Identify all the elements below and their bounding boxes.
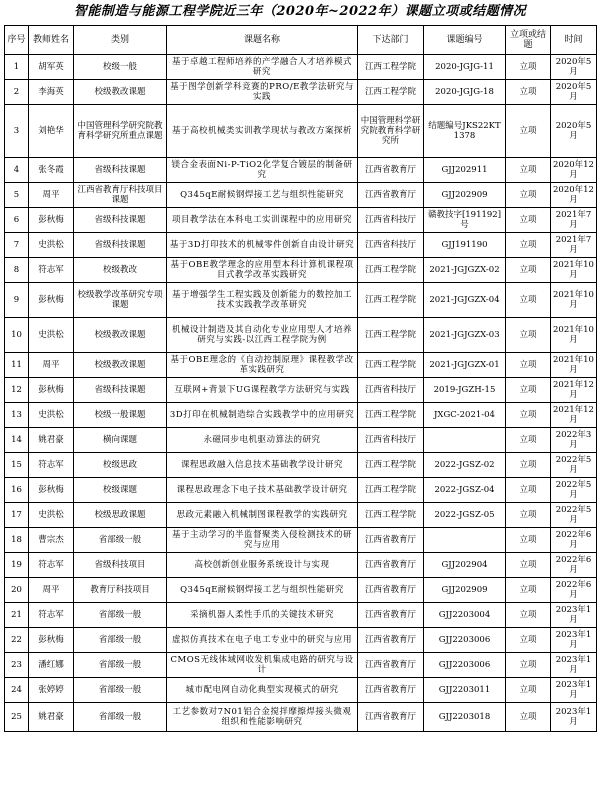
cell-department: 江西工程学院 <box>358 258 424 283</box>
cell-category: 省级科技课题 <box>74 378 167 403</box>
cell-teacher: 彭秋梅 <box>29 283 74 318</box>
cell-department: 江西工程学院 <box>358 503 424 528</box>
cell-teacher: 胡军英 <box>29 55 74 80</box>
cell-status: 立项 <box>506 283 551 318</box>
cell-category: 省部级一般 <box>74 628 167 653</box>
table-row <box>5 55 597 80</box>
cell-status: 立项 <box>506 603 551 628</box>
cell-no: 5 <box>5 183 29 208</box>
cell-time: 2022年5月 <box>551 503 597 528</box>
cell-project-name: Q345qE耐候钢焊接工艺与组织性能研究 <box>167 578 358 603</box>
cell-project-name: 课程思政理念下电子技术基础教学设计研究 <box>167 478 358 503</box>
cell-project-name: 基于高校机械类实训教学现状与教改方案探析 <box>167 105 358 158</box>
cell-teacher: 张冬霞 <box>29 158 74 183</box>
cell-status: 立项 <box>506 55 551 80</box>
cell-no: 9 <box>5 283 29 318</box>
cell-no: 1 <box>5 55 29 80</box>
cell-status: 立项 <box>506 653 551 678</box>
cell-department: 江西省教育厅 <box>358 578 424 603</box>
cell-project-code: JXGC-2021-04 <box>424 403 506 428</box>
cell-project-name: 城市配电网自动化典型实现模式的研究 <box>167 678 358 703</box>
cell-teacher: 史洪松 <box>29 318 74 353</box>
cell-project-code: 2021-JGJGZX-04 <box>424 283 506 318</box>
table-row <box>5 678 597 703</box>
cell-teacher: 李海英 <box>29 80 74 105</box>
cell-category: 省部级一般 <box>74 678 167 703</box>
cell-status: 立项 <box>506 208 551 233</box>
cell-teacher: 彭秋梅 <box>29 478 74 503</box>
cell-teacher: 史洪松 <box>29 233 74 258</box>
cell-department: 江西省教育厅 <box>358 528 424 553</box>
cell-time: 2020年12月 <box>551 158 597 183</box>
cell-category: 校级思政课题 <box>74 503 167 528</box>
cell-no: 3 <box>5 105 29 158</box>
cell-department: 江西工程学院 <box>358 453 424 478</box>
cell-category: 省级科技课题 <box>74 158 167 183</box>
cell-time: 2023年1月 <box>551 628 597 653</box>
cell-teacher: 曹宗杰 <box>29 528 74 553</box>
column-header-no: 序号 <box>5 26 29 55</box>
cell-department: 江西省教育厅 <box>358 553 424 578</box>
cell-time: 2023年1月 <box>551 653 597 678</box>
cell-status: 立项 <box>506 628 551 653</box>
cell-teacher: 符志军 <box>29 258 74 283</box>
cell-category: 校级一般课题 <box>74 403 167 428</box>
cell-status: 立项 <box>506 318 551 353</box>
cell-category: 校级课题 <box>74 478 167 503</box>
cell-project-name: 镁合金表面Ni-P-TiO2化学复合镀层的制备研究 <box>167 158 358 183</box>
cell-department: 江西工程学院 <box>358 318 424 353</box>
cell-project-code: GJJ2203018 <box>424 703 506 732</box>
cell-no: 7 <box>5 233 29 258</box>
cell-status: 立项 <box>506 378 551 403</box>
cell-teacher: 潘红娜 <box>29 653 74 678</box>
cell-project-name: 基于图学创新学科竞赛的PRO/E教学法研究与实践 <box>167 80 358 105</box>
cell-department: 江西省科技厅 <box>358 428 424 453</box>
cell-no: 10 <box>5 318 29 353</box>
cell-department: 江西省科技厅 <box>358 233 424 258</box>
cell-category: 校级思政 <box>74 453 167 478</box>
cell-teacher: 符志军 <box>29 553 74 578</box>
cell-status: 立项 <box>506 158 551 183</box>
cell-teacher: 史洪松 <box>29 503 74 528</box>
cell-category: 校级教改课题 <box>74 318 167 353</box>
cell-project-name: 虚拟仿真技术在电子电工专业中的研究与应用 <box>167 628 358 653</box>
cell-status: 立项 <box>506 353 551 378</box>
table-row <box>5 158 597 183</box>
cell-category: 校级教改 <box>74 258 167 283</box>
cell-project-code: GJJ2203011 <box>424 678 506 703</box>
cell-status: 立项 <box>506 578 551 603</box>
cell-status: 立项 <box>506 105 551 158</box>
cell-category: 省部级一般 <box>74 653 167 678</box>
cell-no: 19 <box>5 553 29 578</box>
cell-category: 省级科技项目 <box>74 553 167 578</box>
cell-category: 校级教改课题 <box>74 80 167 105</box>
cell-no: 4 <box>5 158 29 183</box>
cell-department: 江西工程学院 <box>358 283 424 318</box>
table-row <box>5 183 597 208</box>
cell-status: 立项 <box>506 258 551 283</box>
cell-department: 江西省教育厅 <box>358 158 424 183</box>
cell-no: 24 <box>5 678 29 703</box>
cell-project-code: 2021-JGJGZX-01 <box>424 353 506 378</box>
table-row <box>5 353 597 378</box>
cell-project-code: GJJ2203004 <box>424 603 506 628</box>
cell-teacher: 周平 <box>29 353 74 378</box>
cell-project-name: 工艺参数对7N01铝合金搅拌摩擦焊接头微观组织和性能影响研究 <box>167 703 358 732</box>
cell-no: 21 <box>5 603 29 628</box>
cell-department: 江西工程学院 <box>358 55 424 80</box>
table-row <box>5 428 597 453</box>
cell-project-code: GJJ191190 <box>424 233 506 258</box>
cell-department: 江西省教育厅 <box>358 703 424 732</box>
cell-category: 省部级一般 <box>74 703 167 732</box>
cell-project-name: 互联网+背景下UG课程教学方法研究与实践 <box>167 378 358 403</box>
cell-time: 2022年3月 <box>551 428 597 453</box>
column-header-department: 下达部门 <box>358 26 424 55</box>
cell-project-code: GJJ2203006 <box>424 653 506 678</box>
table-row <box>5 628 597 653</box>
cell-status: 立项 <box>506 528 551 553</box>
cell-time: 2022年5月 <box>551 453 597 478</box>
cell-department: 江西省教育厅 <box>358 653 424 678</box>
cell-no: 12 <box>5 378 29 403</box>
cell-project-code: 结题编号JKS22KT1378 <box>424 105 506 158</box>
cell-status: 立项 <box>506 703 551 732</box>
cell-category: 省部级一般 <box>74 603 167 628</box>
cell-category: 校级教学改革研究专项课题 <box>74 283 167 318</box>
cell-teacher: 符志军 <box>29 453 74 478</box>
cell-time: 2023年1月 <box>551 603 597 628</box>
cell-project-name: 基于3D打印技术的机械零件创新自由设计研究 <box>167 233 358 258</box>
table-row <box>5 233 597 258</box>
table-row <box>5 578 597 603</box>
cell-time: 2022年6月 <box>551 553 597 578</box>
cell-project-code: 2019-JGZH-15 <box>424 378 506 403</box>
cell-project-name: 基于主动学习的半监督聚类入侵检测技术的研究与应用 <box>167 528 358 553</box>
table-row <box>5 528 597 553</box>
cell-department: 江西省教育厅 <box>358 183 424 208</box>
cell-department: 江西工程学院 <box>358 353 424 378</box>
cell-department: 江西省科技厅 <box>358 208 424 233</box>
cell-project-code: 2022-JGSZ-04 <box>424 478 506 503</box>
cell-project-name: 课程思政融入信息技术基础教学设计研究 <box>167 453 358 478</box>
cell-project-code: 2022-JGSZ-05 <box>424 503 506 528</box>
page-title: 智能制造与能源工程学院近三年（2020年~2022年）课题立项或结题情况 <box>73 4 527 19</box>
cell-status: 立项 <box>506 478 551 503</box>
cell-time: 2022年6月 <box>551 528 597 553</box>
cell-status: 立项 <box>506 678 551 703</box>
cell-time: 2021年12月 <box>551 403 597 428</box>
cell-project-name: 基于OBE理念的《自动控制原理》课程教学改革实践研究 <box>167 353 358 378</box>
cell-category: 省级科技课题 <box>74 233 167 258</box>
column-header-teacher: 教师姓名 <box>29 26 74 55</box>
cell-no: 15 <box>5 453 29 478</box>
cell-project-code: 赣教技字[191192]号 <box>424 208 506 233</box>
cell-time: 2020年5月 <box>551 80 597 105</box>
cell-time: 2023年1月 <box>551 703 597 732</box>
cell-teacher: 彭秋梅 <box>29 208 74 233</box>
cell-project-code: 2021-JGJGZX-02 <box>424 258 506 283</box>
cell-time: 2021年12月 <box>551 378 597 403</box>
cell-project-code: 2021-JGJGZX-03 <box>424 318 506 353</box>
cell-category: 中国管理科学研究院教育科学研究所重点课题 <box>74 105 167 158</box>
cell-status: 立项 <box>506 183 551 208</box>
cell-time: 2022年5月 <box>551 478 597 503</box>
cell-project-code: GJJ202911 <box>424 158 506 183</box>
cell-time: 2020年5月 <box>551 55 597 80</box>
cell-teacher: 符志军 <box>29 603 74 628</box>
table-row <box>5 208 597 233</box>
cell-no: 11 <box>5 353 29 378</box>
table-header-row <box>5 26 597 55</box>
cell-teacher: 张婷婷 <box>29 678 74 703</box>
cell-project-name: 基于增强学生工程实践及创新能力的数控加工技术实践教学改革研究 <box>167 283 358 318</box>
cell-time: 2020年5月 <box>551 105 597 158</box>
cell-category: 校级一般 <box>74 55 167 80</box>
table-row <box>5 478 597 503</box>
cell-project-name: 基于OBE教学理念的应用型本科计算机课程项目式教学改革实践研究 <box>167 258 358 283</box>
table-row <box>5 80 597 105</box>
projects-table <box>4 25 597 732</box>
column-header-project-name: 课题名称 <box>167 26 358 55</box>
cell-time: 2020年12月 <box>551 183 597 208</box>
cell-status: 立项 <box>506 503 551 528</box>
cell-project-name: 思政元素融入机械制图课程教学的实践研究 <box>167 503 358 528</box>
cell-category: 省级科技课题 <box>74 208 167 233</box>
cell-time: 2021年10月 <box>551 283 597 318</box>
cell-project-name: 采摘机器人柔性手爪的关键技术研究 <box>167 603 358 628</box>
cell-status: 立项 <box>506 403 551 428</box>
cell-no: 2 <box>5 80 29 105</box>
table-row <box>5 653 597 678</box>
cell-department: 江西工程学院 <box>358 80 424 105</box>
cell-time: 2021年10月 <box>551 318 597 353</box>
cell-category: 教育厅科技项目 <box>74 578 167 603</box>
table-body <box>5 55 597 732</box>
cell-no: 14 <box>5 428 29 453</box>
cell-no: 22 <box>5 628 29 653</box>
cell-project-name: 高校创新创业服务系统设计与实现 <box>167 553 358 578</box>
cell-no: 13 <box>5 403 29 428</box>
column-header-project-code: 课题编号 <box>424 26 506 55</box>
cell-time: 2021年10月 <box>551 353 597 378</box>
cell-project-code: 2020-JGJG-11 <box>424 55 506 80</box>
cell-no: 20 <box>5 578 29 603</box>
column-header-status: 立项或结题 <box>506 26 551 55</box>
cell-department: 江西工程学院 <box>358 478 424 503</box>
cell-project-code <box>424 428 506 453</box>
cell-no: 6 <box>5 208 29 233</box>
cell-no: 16 <box>5 478 29 503</box>
cell-status: 立项 <box>506 80 551 105</box>
cell-no: 18 <box>5 528 29 553</box>
cell-teacher: 史洪松 <box>29 403 74 428</box>
cell-no: 23 <box>5 653 29 678</box>
cell-time: 2021年7月 <box>551 233 597 258</box>
cell-category: 校级教改课题 <box>74 353 167 378</box>
cell-project-name: 3D打印在机械制造综合实践教学中的应用研究 <box>167 403 358 428</box>
table-row <box>5 318 597 353</box>
cell-time: 2021年7月 <box>551 208 597 233</box>
table-row <box>5 403 597 428</box>
cell-department: 江西省教育厅 <box>358 678 424 703</box>
cell-status: 立项 <box>506 453 551 478</box>
cell-status: 立项 <box>506 428 551 453</box>
table-row <box>5 503 597 528</box>
cell-project-name: 机械设计制造及其自动化专业应用型人才培养研究与实践-以江西工程学院为例 <box>167 318 358 353</box>
cell-teacher: 周平 <box>29 183 74 208</box>
cell-project-code: 2022-JGSZ-02 <box>424 453 506 478</box>
cell-status: 立项 <box>506 233 551 258</box>
table-row <box>5 703 597 732</box>
cell-project-code: GJJ202904 <box>424 553 506 578</box>
cell-no: 8 <box>5 258 29 283</box>
cell-project-name: 基于卓越工程师培养的产学融合人才培养模式研究 <box>167 55 358 80</box>
cell-teacher: 彭秋梅 <box>29 378 74 403</box>
cell-department: 江西省科技厅 <box>358 378 424 403</box>
cell-teacher: 姚君豪 <box>29 703 74 732</box>
cell-category: 省部级一般 <box>74 528 167 553</box>
column-header-category: 类别 <box>74 26 167 55</box>
cell-project-code: GJJ202909 <box>424 183 506 208</box>
column-header-time: 时间 <box>551 26 597 55</box>
cell-no: 25 <box>5 703 29 732</box>
table-row <box>5 283 597 318</box>
cell-department: 江西工程学院 <box>358 403 424 428</box>
cell-no: 17 <box>5 503 29 528</box>
table-row <box>5 105 597 158</box>
table-row <box>5 258 597 283</box>
cell-status: 立项 <box>506 553 551 578</box>
cell-category: 横向课题 <box>74 428 167 453</box>
cell-department: 江西省教育厅 <box>358 603 424 628</box>
table-row <box>5 453 597 478</box>
cell-department: 中国管理科学研究院教育科学研究所 <box>358 105 424 158</box>
cell-teacher: 周平 <box>29 578 74 603</box>
cell-teacher: 姚君豪 <box>29 428 74 453</box>
cell-project-code: GJJ2203006 <box>424 628 506 653</box>
cell-project-name: 永磁同步电机驱动算法的研究 <box>167 428 358 453</box>
cell-project-name: 项目教学法在本科电工实训课程中的应用研究 <box>167 208 358 233</box>
table-row <box>5 553 597 578</box>
cell-teacher: 彭秋梅 <box>29 628 74 653</box>
table-row <box>5 603 597 628</box>
cell-teacher: 刘艳华 <box>29 105 74 158</box>
cell-project-name: CMOS无线体域网收发机集成电路的研究与设计 <box>167 653 358 678</box>
cell-time: 2022年6月 <box>551 578 597 603</box>
cell-time: 2021年10月 <box>551 258 597 283</box>
cell-project-code <box>424 528 506 553</box>
cell-project-name: Q345qE耐候钢焊接工艺与组织性能研究 <box>167 183 358 208</box>
cell-project-code: GJJ202909 <box>424 578 506 603</box>
table-row <box>5 378 597 403</box>
cell-category: 江西省教育厅科技项目课题 <box>74 183 167 208</box>
cell-department: 江西省教育厅 <box>358 628 424 653</box>
cell-time: 2023年1月 <box>551 678 597 703</box>
cell-project-code: 2020-JGJG-18 <box>424 80 506 105</box>
